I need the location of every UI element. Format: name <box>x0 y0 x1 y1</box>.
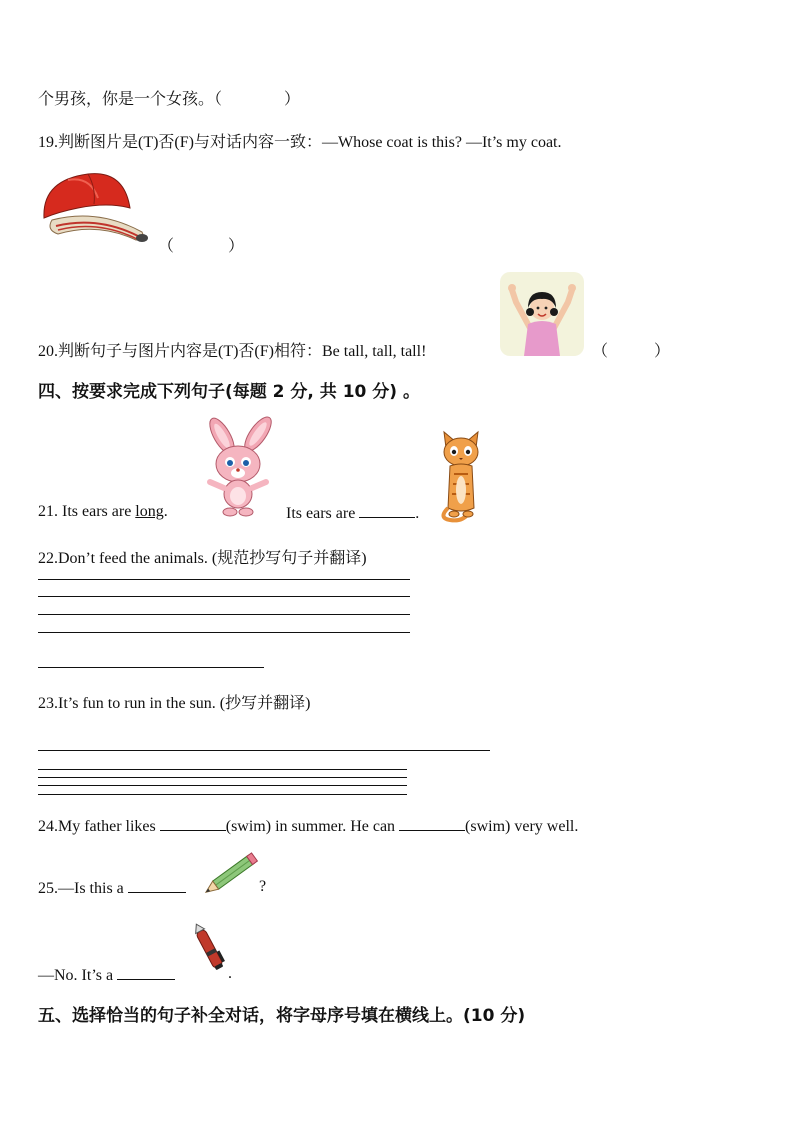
q22-prompt: 22.Don’t feed the animals. (规范抄写句子并翻译) <box>38 550 367 567</box>
q21-number: 21. <box>38 503 58 520</box>
q18-tail <box>38 86 300 109</box>
q21-part2-post: . <box>415 505 420 522</box>
q21-part1-pre: Its ears are <box>62 503 136 520</box>
q24-blank-2[interactable] <box>399 816 465 831</box>
answer-paren-close: ） <box>654 343 671 360</box>
q20-answer <box>592 338 670 361</box>
writing-line[interactable] <box>38 750 490 751</box>
section-4-title: 四、按要求完成下列句子(每题 2 分, 共 10 分) 。 <box>38 382 420 402</box>
section-5-title: 五、选择恰当的句子补全对话，将字母序号填在横线上。(10 分) <box>38 1006 526 1026</box>
writing-line[interactable] <box>38 632 410 633</box>
q25-line-1 <box>38 878 186 898</box>
q24-sentence <box>38 816 578 836</box>
q21-part1-post: . <box>163 503 168 520</box>
writing-line[interactable] <box>38 777 407 778</box>
answer-paren-open: （ <box>214 91 223 108</box>
q25-blank-1[interactable] <box>128 878 186 893</box>
q24-hint-2: (swim) very well. <box>465 818 579 835</box>
answer-paren-open: （ <box>158 238 175 255</box>
writing-line[interactable] <box>38 596 410 597</box>
q21-part2-pre: Its ears are <box>286 505 360 522</box>
writing-line[interactable] <box>38 769 407 770</box>
q25-line-2 <box>38 965 175 985</box>
q21-part2 <box>286 503 419 523</box>
answer-paren-open: （ <box>592 343 609 360</box>
q24-blank-1[interactable] <box>160 816 226 831</box>
q24-pre: 24.My father likes <box>38 818 160 835</box>
q25-line2-pre: —No. It’s a <box>38 967 118 984</box>
answer-paren-close: ） <box>228 238 245 255</box>
q24-hint-1: (swim) in summer. He can <box>225 818 400 835</box>
cat-icon <box>438 430 484 522</box>
writing-line[interactable] <box>38 785 407 786</box>
writing-line[interactable] <box>38 794 407 795</box>
q21-underlined-word: long <box>135 503 164 520</box>
answer-paren-close: ） <box>284 91 301 108</box>
translation-line[interactable] <box>38 667 264 668</box>
q23-prompt: 23.It’s fun to run in the sun. (抄写并翻译) <box>38 695 311 712</box>
q25-blank-2[interactable] <box>117 965 175 980</box>
q18-tail-text: 个男孩，你是一个女孩。 <box>38 91 215 108</box>
q21-part1 <box>38 503 168 521</box>
q19-prompt: 19.判断图片是(T)否(F)与对话内容一致：—Whose coat is this? —It’s my coat. <box>38 134 562 151</box>
q25-line1-pre: 25.—Is this a <box>38 880 128 897</box>
red-cap-icon <box>38 168 150 250</box>
q25-line1-post: ? <box>259 878 267 895</box>
q21-blank[interactable] <box>359 503 415 518</box>
girl-arms-up-icon <box>500 272 584 356</box>
q19-answer <box>158 233 244 256</box>
rabbit-icon <box>198 418 282 520</box>
writing-line[interactable] <box>38 614 410 615</box>
q25-line2-post: . <box>228 965 232 982</box>
pencil-icon <box>198 852 267 896</box>
pen-icon <box>186 915 232 981</box>
writing-line[interactable] <box>38 579 410 580</box>
q20-prompt: 20.判断句子与图片内容是(T)否(F)相符：Be tall, tall, tall! <box>38 343 427 360</box>
